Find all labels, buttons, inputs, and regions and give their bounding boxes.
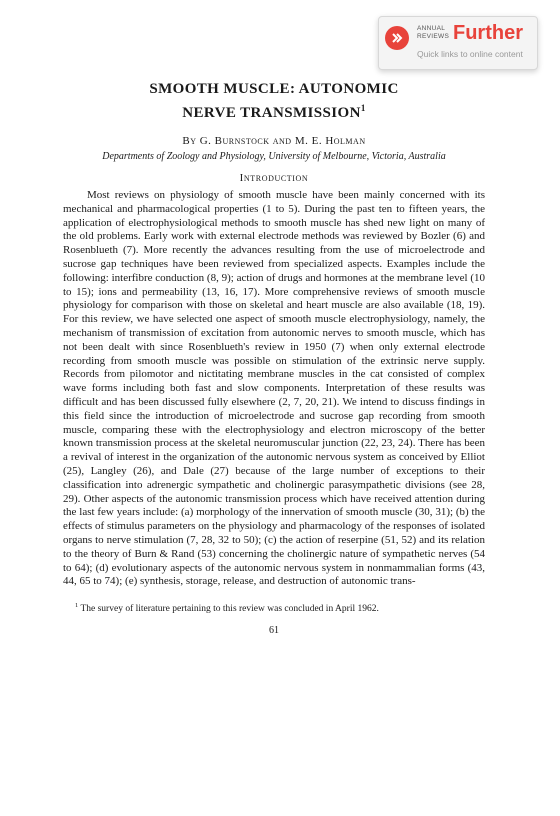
publisher-line-annual: ANNUAL [417, 25, 446, 32]
title-line-1: SMOOTH MUSCLE: AUTONOMIC [149, 81, 399, 97]
body-paragraph: Most reviews on physiology of smooth muscle have been mainly concerned with its mechanical and pharmacological properties (1 to 5). During the past ten to fifteen years, the application of electrophysiological methods to smooth muscle has shed new light on many of the old problems. Early work with external electrode methods was reviewed by Bozler (6) and Rosenblueth (7). More recently the advances resulting from the use of microelectrode and sucrose gap techniques have been reviewed from specialized aspects. Examples include the following: interfibre conduction (8, 9); action of drugs and hormones at the membrane level (10 to 15); ions and permeability (13, 16, 17). More comprehensive reviews of smooth muscle physiology for comparison with those on skeletal and heart muscle are also available (18, 19). For this review, we have selected one aspect of smooth muscle electrophysiology, namely, the mechanism of transmission of excitation from autonomic nerves to smooth muscle, which has not been dealt with since Rosenblueth's review in 1950 (7) when only external electrode recording from smooth muscle was possible on stimulation of the extrinsic nerve supply. Records from pilomotor and nictitating membrane muscles in the cat consisted of complex wave forms including both fast and slow components. Interpretation of these results was difficult and has been discussed fully elsewhere (2, 7, 20, 21). We intend to discuss findings in this field since the introduction of microelectrode and sucrose gap recording from smooth muscle, comparing these with the electrophysiology and electron microscopy of the better known transmission process at the skeletal neuromuscular junction (22, 23, 24). There has been a revival of interest in the organization of the autonomic nervous system as conceived by Elliot (25), Langley (26), and Dale (27) because of the large number of exceptions to their classification into adrenergic sympathetic and cholinergic parasympathetic divisions (see 28, 29). Other aspects of the autonomic transmission process which have received attention during the last few years include: (a) morphology of the innervation of smooth muscle (30, 31); (b) the effects of stimulus parameters on the physiology and pharmacology of the responses of isolated organs to nerve stimulation (7, 28, 32 to 50); (c) the action of reserpine (51, 52) and its relation to the theory of Burn & Rand (53) concerning the cholinergic nature of sympathetic nerves (54 to 64); (d) evolutionary aspects of the autonomic nervous system in nonmammalian forms (43, 44, 65 to 74); (e) synthesis, storage, release, and destruction of autonomic trans- [63, 189, 485, 588]
section-heading: Introduction [239, 172, 309, 184]
publisher-line-reviews: REVIEWS [417, 33, 450, 40]
author-affiliation: Departments of Zoology and Physiology, University of Melbourne, Victoria, Australia [102, 151, 446, 162]
title-line-2: NERVE TRANSMISSION$^1$ [182, 103, 366, 121]
page-number: 61 [269, 625, 279, 637]
title-footnote-mark: 1 [360, 103, 366, 113]
article-title [63, 80, 485, 123]
footnote [63, 600, 485, 615]
quick-links-label: Quick links to online content [417, 49, 523, 59]
publisher-logo-text [417, 25, 451, 41]
annual-reviews-further-banner[interactable] [378, 16, 538, 70]
article-page [63, 80, 485, 636]
footnote-text: The survey of literature pertaining to this review was concluded in April 1962. [80, 604, 379, 615]
further-label: Further [453, 22, 523, 44]
further-arrow-icon [385, 26, 409, 50]
footnote-mark: 1 [75, 602, 79, 610]
article-authors: By G. Burnstock and M. E. Holman [182, 135, 366, 147]
